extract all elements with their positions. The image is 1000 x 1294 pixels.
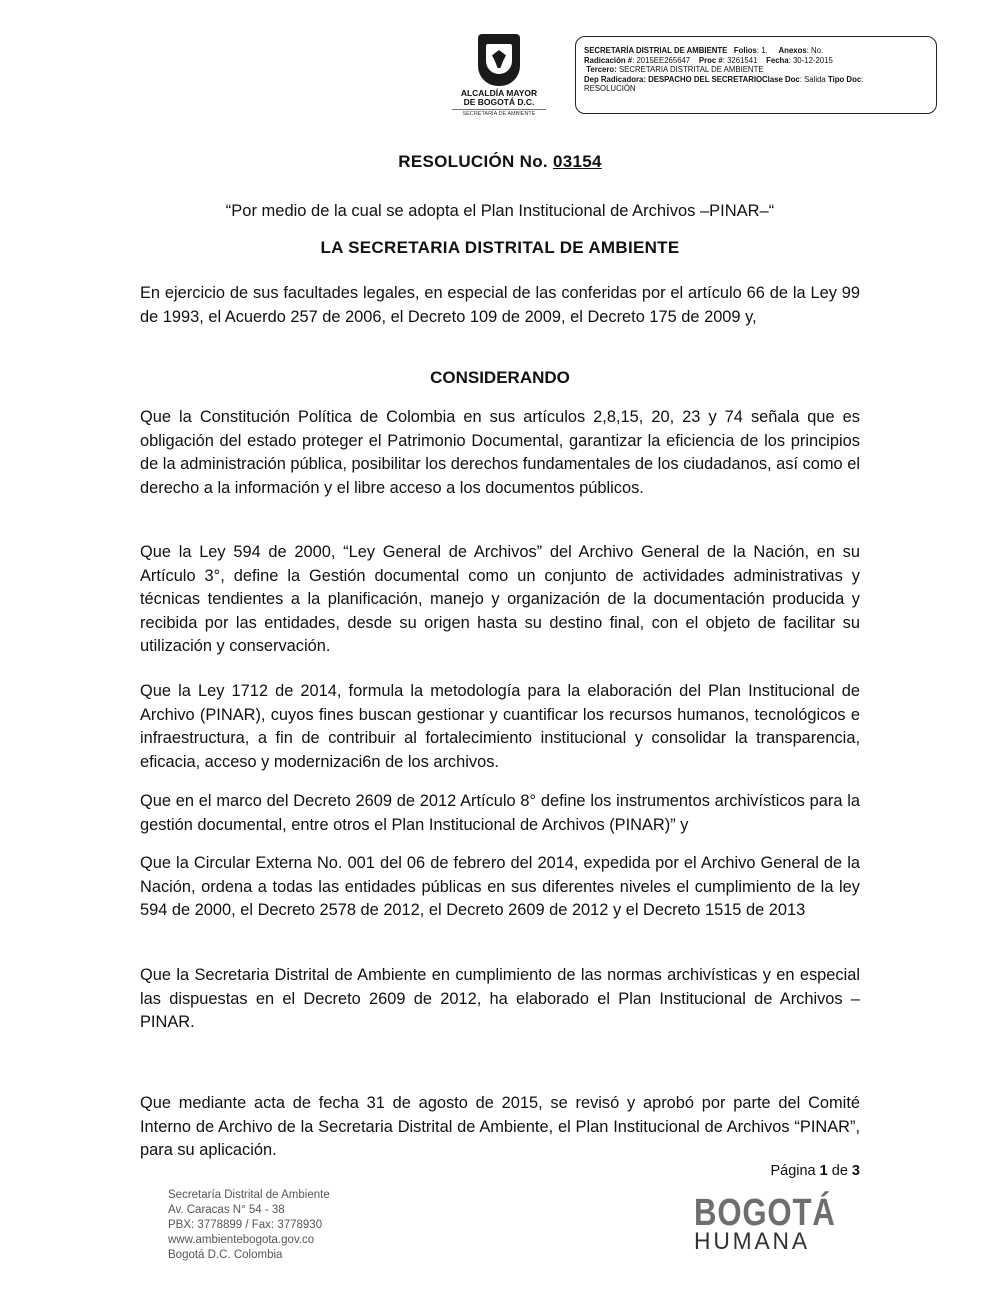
page-number [770, 1163, 860, 1179]
alcaldia-logo [452, 34, 546, 126]
stamp-tipo-value: : [861, 74, 864, 84]
page-total: 3 [851, 1163, 860, 1179]
address-line: Av. Caracas N° 54 - 38 [168, 1204, 285, 1216]
stamp-anexos-label: Anexos [778, 46, 807, 55]
resolution-subtitle: “Por medio de la cual se adopta el Plan Institucional de Archivos –PINAR–“ [225, 202, 775, 220]
stamp-proc-value: : 3261541 [722, 55, 758, 65]
logo-line-1: ALCALDÍA MAYOR [460, 88, 538, 98]
address-line: Secretaría Distrital de Ambiente [168, 1189, 330, 1201]
resolution-prefix: RESOLUCIÓN No. [398, 152, 548, 171]
logo-line-3: SECRETARÍA DE AMBIENTE [452, 109, 546, 117]
logo-line-2: DE BOGOTÁ D.C. [463, 97, 535, 107]
page-label: Página [770, 1163, 816, 1179]
address-line: PBX: 3778899 / Fax: 3778930 [168, 1219, 323, 1231]
stamp-anexos-value: : No. [806, 46, 824, 55]
page-current: 1 [819, 1163, 828, 1179]
address-website: www.ambientebogota.gov.co [168, 1234, 315, 1246]
considerando-paragraph: Que la Circular Externa No. 001 del 06 de febrero del 2014, expedida por el Archivo General de la Nación, ordena a todas las entidades públicas en sus diferentes niveles el cumplimiento de la ley 594 de 2000, el Decreto 2578 de 2012, el Decreto 2609 de 2012 y el Decreto 1515 de 2013 [140, 854, 860, 920]
brand-line-1: BOGOTÁ [694, 1192, 836, 1234]
resolution-title [0, 152, 1000, 172]
considerando-paragraph: Que en el marco del Decreto 2609 de 2012 Artículo 8° define los instrumentos archivísticos para la gestión documental, entre otros el Plan Institucional de Archivos (PINAR)” y [140, 792, 860, 834]
stamp-tercero-label: Tercero: [586, 65, 617, 75]
stamp-proc-label: Proc # [698, 55, 723, 65]
stamp-radicacion-value: : 2015EE265647 [632, 55, 691, 65]
issuing-authority: LA SECRETARIA DISTRITAL DE AMBIENTE [320, 238, 680, 257]
considerando-paragraph: Que la Ley 1712 de 2014, formula la metodología para la elaboración del Plan Institucional de Archivo (PINAR), cuyos fines buscan gestionar y cuantificar los recursos humanos, tecnológicos e infraestructura, a fin de contribuir al fortalecimiento institucional y consolidar la transparencia, eficacia, acceso y modernizaci6n de los archivos. [140, 682, 860, 771]
stamp-folios-label: Folios [733, 46, 757, 55]
considerando-paragraph: Que la Constitución Política de Colombia en sus artículos 2,8,15, 20, 23 y 74 señala que es obligación del estado proteger el Patrimonio Documental, garantizar la eficiencia de los principios de la administración pública, posibilitar los derechos fundamentales de los ciudadanos, así como el derecho a la información y el libre acceso a los documentos públicos. [140, 408, 860, 497]
address-line: Bogotá D.C. Colombia [168, 1249, 283, 1261]
stamp-fecha-label: Fecha [766, 55, 789, 65]
considerando-paragraph: Que la Ley 594 de 2000, “Ley General de Archivos” del Archivo General de la Nación, en su Artículo 3°, define la Gestión documental como un conjunto de actividades administrativas y técnicas tendientes a la planificación, manejo y organización de la documentación producida y recibida por las entidades, desde su origen hasta su destino final, con el objeto de facilitar su utilización y conservación. [140, 543, 860, 656]
stamp-tipo-label: Tipo Doc [827, 74, 862, 84]
resolution-number: 03154 [552, 152, 602, 171]
radication-stamp [575, 36, 937, 114]
considerando-paragraph: Que la Secretaria Distrital de Ambiente en cumplimiento de las normas archivísticas y en especial las dispuestas en el Decreto 2609 de 2012, ha elaborado el Plan Institucional de Archivos – PINAR. [140, 966, 860, 1032]
considerando-paragraph: Que mediante acta de fecha 31 de agosto de 2015, se revisó y aprobó por parte del Comité Interno de Archivo de la Secretaria Distrital de Ambiente, el Plan Institucional de Archivos “PINAR”, para su aplicación. [140, 1094, 860, 1160]
bogota-humana-logo [694, 1192, 836, 1255]
stamp-fecha-value: : 30-12-2015 [788, 55, 833, 65]
stamp-clase-value: : Salida [799, 74, 826, 84]
considerando-heading: CONSIDERANDO [430, 368, 570, 387]
stamp-dep-label: Dep Radicadora: DESPACHO DEL SECRETARIOClase Doc [584, 74, 800, 84]
stamp-radicacion-label: Radicación # [584, 55, 633, 65]
page-of: de [831, 1163, 848, 1179]
stamp-tercero-value: SECRETARIA DISTRITAL DE AMBIENTE [618, 65, 764, 75]
brand-line-2: HUMANA [694, 1228, 810, 1255]
stamp-tipo-doc: RESOLUCIÓN [584, 84, 636, 94]
stamp-entity: SECRETARÍA DISTRIAL DE AMBIENTE [584, 46, 728, 55]
preamble-paragraph: En ejercicio de sus facultades legales, en especial de las conferidas por el artículo 66 de la Ley 99 de 1993, el Acuerdo 257 de 2006, el Decreto 109 de 2009, el Decreto 175 de 2009 y, [140, 284, 860, 326]
stamp-folios-value: : 1. [756, 46, 768, 55]
footer-address [168, 1188, 330, 1263]
bogota-coat-of-arms-icon [478, 34, 520, 86]
